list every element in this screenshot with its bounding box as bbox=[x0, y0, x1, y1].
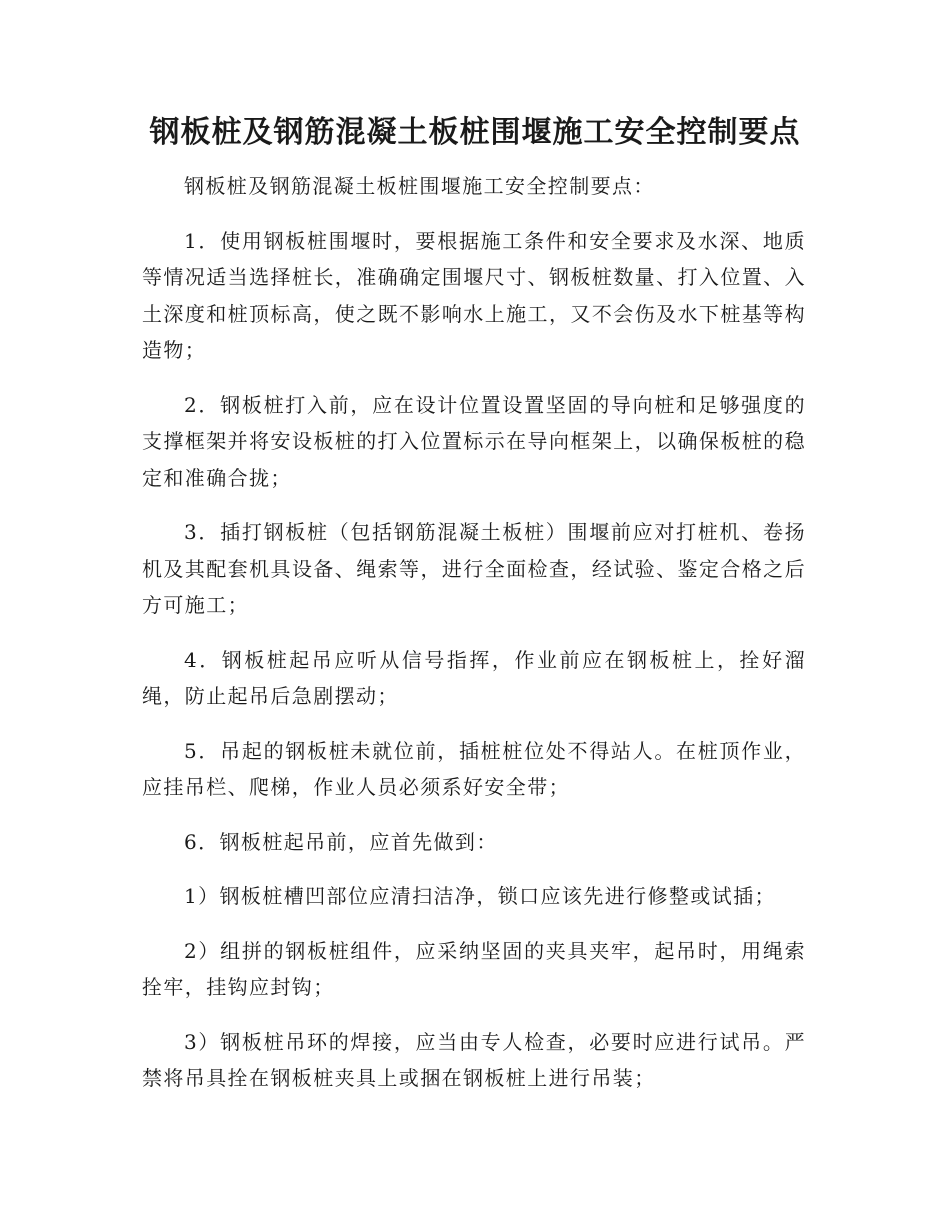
paragraph-subitem-2: 2）组拼的钢板桩组件，应采纳坚固的夹具夹牢，起吊时，用绳索拴牢，挂钩应封钩； bbox=[142, 938, 806, 999]
paragraph-item-5: 5．吊起的钢板桩未就位前，插桩桩位处不得站人。在桩顶作业，应挂吊栏、爬梯，作业人员必须系好安全带； bbox=[142, 738, 806, 799]
paragraph-intro: 钢板桩及钢筋混凝土板桩围堰施工安全控制要点： bbox=[184, 174, 655, 198]
paragraph-subitem-1: 1）钢板桩槽凹部位应清扫洁净，锁口应该先进行修整或试插； bbox=[184, 884, 776, 908]
paragraph-subitem-3: 3）钢板桩吊环的焊接，应当由专人检查，必要时应进行试吊。严禁将吊具拴在钢板桩夹具上或捆在钢板桩上进行吊装； bbox=[142, 1029, 806, 1090]
document-body bbox=[142, 168, 806, 1115]
paragraph-item-6: 6．钢板桩起吊前，应首先做到： bbox=[184, 829, 498, 854]
paragraph-item-1: 1．使用钢板桩围堰时，要根据施工条件和安全要求及水深、地质等情况适当选择桩长，准确确定围堰尺寸、钢板桩数量、打入位置、入土深度和桩顶标高，使之既不影响水上施工，又不会伤及水下桩基等构造物； bbox=[142, 228, 806, 362]
paragraph-item-4: 4．钢板桩起吊应听从信号指挥，作业前应在钢板桩上，拴好溜绳，防止起吊后急剧摆动； bbox=[142, 647, 806, 708]
paragraph-item-2: 2．钢板桩打入前，应在设计位置设置坚固的导向桩和足够强度的支撑框架并将安设板桩的打入位置标示在导向框架上，以确保板桩的稳定和准确合拢； bbox=[142, 392, 806, 490]
document-title: 钢板桩及钢筋混凝土板桩围堰施工安全控制要点 bbox=[149, 115, 801, 150]
paragraph-item-3: 3．插打钢板桩（包括钢筋混凝土板桩）围堰前应对打桩机、卷扬机及其配套机具设备、绳索等，进行全面检查，经试验、鉴定合格之后方可施工； bbox=[142, 520, 806, 617]
